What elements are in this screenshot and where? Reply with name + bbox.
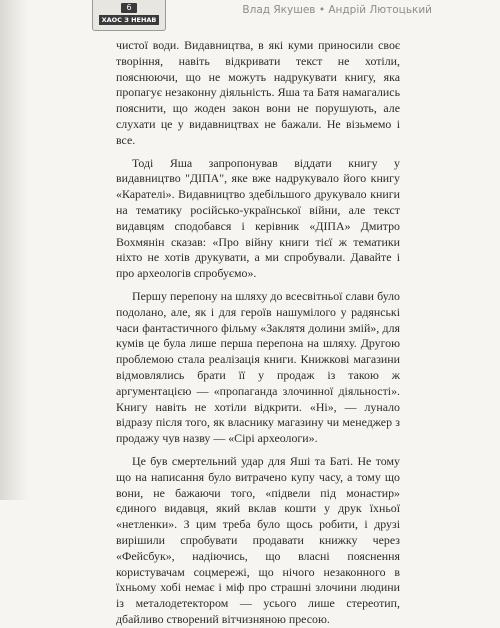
paragraph-4: Це був смертельний удар для Яші та Баті. Не тому що на написання було витрачено купу часу, а тому що вони, не бажаючи того, «підвели під монастир» єдиного видавця, який вклав кошти у друк їхньої «нетленки». З цим треба було щось робити, і друзі вирішили спробувати продавати книжку через «Фейсбук», надіючись, що власні пояснення користувачам соцмережі, що нічого незаконного в їхньому хобі немає і міф про страшні злочини людини із металодетектором — усього лише стереотип, дбайливо створений вітчизняною пресою. — [116, 453, 400, 626]
paragraph-1: чистої води. Видавництва, в які куми приносили своє творіння, навіть відкривати текст не хотіли, пояснюючи, що не можуть надрукувати книгу, яка пропагує незаконну діяльність. Яша та Батя намагались пояснити, що жоден закон вони не порушують, але слухати це у видавництвах не бажали. Не візьмемо і все. — [116, 38, 400, 147]
running-head: Влад Якушев • Андрій Лютоцький — [242, 4, 432, 16]
page-gutter-shadow — [0, 0, 28, 500]
chapter-number-badge: 6 — [121, 3, 137, 13]
paragraph-3: Першу перепону на шляху до всесвітньої слави було подолано, але, як і для героїв нашумілого у радянські часи фантастичного фільму «Заклятя долини змій», для кумів це була лише перша перепона на шляху. Другою проблемою стала реалізація книги. Книжкові магазини відмовлялись брати її у продаж із такою ж аргументацією — «пропаганда злочинної діяльності». Книгу навіть не хотіли відкрити. «Ні», — лунало відразу після того, як власнику магазину чи менеджер з продажу чув назву — «Сірі археологи». — [116, 288, 400, 446]
section-tab-label: ХАОС З НЕНАВ — [99, 15, 160, 25]
paragraph-2: Тоді Яша запропонував віддати книгу у видавництво "ДІПА", яке вже надрукувало його книгу «Карателі». Видавництво здебільшого друкувало книги на тематику російсько-української війни, але текст видавцям сподобався і керівник «ДІПА» Дмитро Вохмянін сказав: «Про війну книги тієї ж тематики ніхто не хотів друкувати, а ми спробували. Давайте і про археологів спробуємо». — [116, 155, 400, 281]
body-text — [116, 38, 400, 628]
section-tab — [92, 0, 166, 31]
